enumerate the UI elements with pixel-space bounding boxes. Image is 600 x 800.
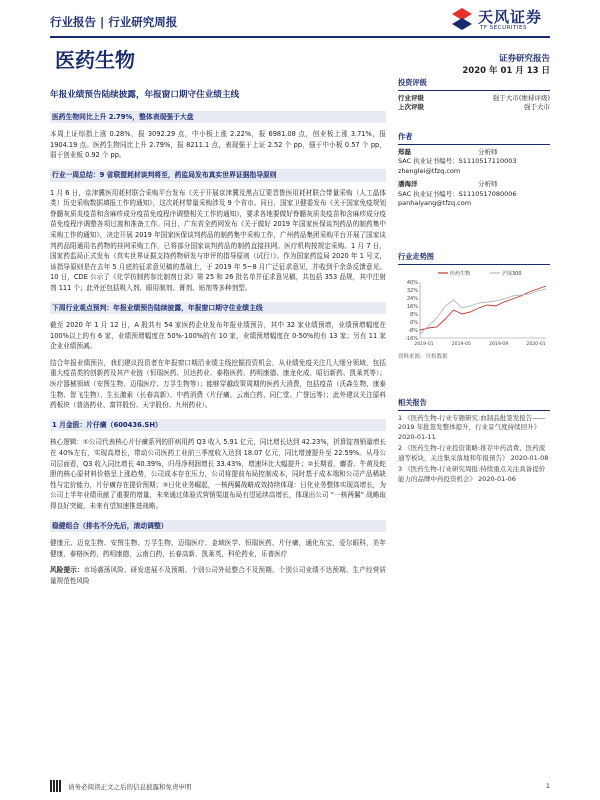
paragraph: 本周上证综指上涨 0.28%，报 3092.29 点，中小板上涨 2.22%，报 6981.08 点，创业板上涨 3.71%，报 1904.19 点。医药生物同比上升 2.79%，报 8211.1 点，表现强于上证 2.52 个 pp，强于中小板 0.57 个 pp，弱于创业板 0.92 个 pp。 xyxy=(50,130,386,160)
risk-label: 风险提示： xyxy=(50,566,84,575)
section-heading: 下周行业观点预判：年报业绩预告陆续披露，年报窗口期守住业绩主线 xyxy=(50,302,386,315)
author-email[interactable]: panhaiyang@tfzq.com xyxy=(398,199,472,207)
risk-paragraph xyxy=(50,565,386,586)
trend-box xyxy=(398,252,550,363)
y-tick-label: -8% xyxy=(408,327,418,334)
paragraph: 核心逻辑：①公司代表核心片仔癀系列的肝病用药 Q3 收入 5.91 亿元，同比增长达到 42.23%，折算锭剂销量增长在 40%左右，实现高增长，带动公司医药工业前三季度收入达到 18.07 亿元，同比增速提升至 22.59%。从母公司层面看，Q3 收入同比增长 40.39%，归母净利润增长 33.43%，增速环比大幅提升；②长期看，麝香、牛黄及蛇胆的核心原材料价格呈上涨趋势，公司成本存在压力，公司将提前布局控制成本，同时基于成本端和公司产品稀缺性与定价能力，片仔癀存在提价预期；③日化业务崛起，一核两翼战略成效持续体现：日化业务整体实现高增长，为公司上半年业绩贡献了重要的增量，未来通过体验式营销渠道布局有望延续高增长，体现出公司 “一核两翼” 战略取得良好突破，未来有望加速推进战略。 xyxy=(50,438,386,510)
author-entry xyxy=(398,148,550,177)
related-report[interactable]: 2 《医药生物-行业投资策略:推荐中药消费、医药流通等板块，关注集采落地和年报预告》 2020-01-08 xyxy=(398,444,549,462)
logo-mark-icon xyxy=(452,8,472,30)
related-box xyxy=(398,398,550,486)
authors-title: 作者 xyxy=(398,132,550,145)
report-title: 年报业绩预告陆续披露，年报窗口期守住业绩主线 xyxy=(50,90,240,100)
paragraph: 截至 2020 年 1 月 12 日，A 股共有 54 家医药企业发布年报业绩预告，其中 32 家业绩预增，业绩预增幅度在 100%以上的有 6 家，业绩预增幅度在 50%-100%的有 10 家，业绩预增幅度在 0-50%的有 13 家；另有 11 家企业业绩预减。 xyxy=(50,321,386,351)
section-heading: 1 月金股：片仔癀（600436.SH） xyxy=(50,419,386,432)
y-tick-label: 16% xyxy=(406,303,418,310)
y-tick-label: 24% xyxy=(406,295,418,302)
author-role: 分析师 xyxy=(478,180,498,188)
logo-text-en: TF SECURITIES xyxy=(480,25,527,31)
related-title: 相关报告 xyxy=(398,398,550,411)
author-role: 分析师 xyxy=(478,147,498,156)
author-email[interactable]: zhenglei@tfzq.com xyxy=(398,166,461,175)
footer xyxy=(50,782,550,791)
x-tick-label: 2019-01 xyxy=(414,341,434,347)
rating-title: 投资评级 xyxy=(398,78,550,91)
chart-source: 资料来源：贝格数据 xyxy=(398,354,448,360)
paragraph: 结合年报业绩预告，我们建议投资者在年报窗口期沿业绩主线挖掘投资机会，从业绩免疫关注几大细分领域，包括重大疫苗类的创新药及其产业链（恒瑞医药、贝达药业、泰格医药、药明康德、康龙化成、昭衍新药、凯莱英等）；医疗器械领域（安图生物、迈瑞医疗、万孚生物等）；能够穿越政策周期的医药大消费，包括疫苗（沃森生物、康泰生物、智飞生物）、生长激素（长春高新）、中药消费（片仔癀、云南白药、同仁堂、广誉远等）；此外建议关注原料药板块（普洛药业、富祥股份、天宇股份、九州药业）。 xyxy=(50,358,386,410)
rating-label: 行业评级 xyxy=(398,93,424,102)
risk-text: 市场震荡风险、研发进展不及预期、个别公司外延整合不及预期、个别公司业绩不达预期、生产经营质量规范性风险 xyxy=(50,566,387,585)
author-sac: SAC 执业证书编号：S1110517110003 xyxy=(398,157,517,165)
prev-rating-value: 强于大市 xyxy=(524,103,550,111)
brand-logo xyxy=(452,6,552,34)
report-category: 行业报告 | 行业研究周报 xyxy=(50,15,178,29)
section-heading: 稳健组合（排名不分先后，滚动调整） xyxy=(50,520,386,533)
x-tick-label: 2020-01 xyxy=(526,341,546,347)
legend-label: 沪深300 xyxy=(502,270,522,277)
series-line xyxy=(420,289,546,334)
section-heading: 行业一周总结：9 省联盟耗材谈判将至，药监局发布真实世界证据指导原则 xyxy=(50,169,386,182)
section-heading: 医药生物同比上升 2.79%，整体表现强于大盘 xyxy=(50,111,386,124)
y-tick-label: 8% xyxy=(410,311,418,318)
author-name: 郑磊 xyxy=(398,147,411,156)
prev-rating-label: 上次评级 xyxy=(398,103,424,111)
author-entry xyxy=(398,180,550,209)
disclaimer: 请务必阅读正文之后的信息披露和免责申明 xyxy=(68,783,192,791)
y-tick-label: 0% xyxy=(410,319,418,326)
x-tick-label: 2019-05 xyxy=(451,341,471,347)
paragraph: 1 月 6 日，京津冀医用耗材联合采购平台发布《关于开展京津冀及黑吉辽蒙晋鲁医用耗材联合带量采购（人工晶体类）历史采购数据填报工作的通知》，这次耗材带量采购涉及 9 个省市。同日，国家卫健委发布《关于国家免疫规划脊髓灰质炎疫苗和含麻疹成分疫苗免疫程序调整相关工作的通知》，要求各地要做好脊髓灰质炎疫苗和含麻疹成分疫苗免疫程序调整各项过渡和准备工作。同日，广东省全药网发布《关于做好 2019 年国家医保谈判药品的制药集中采购工作的通知》，决定开展 2019 年国家医保谈判药品的制药集中采购工作，广州药品集团采购平台开展了国家谈判药品阳通用名药物的挂网采购工作，已将部分国家谈判药品的制药直接挂网。医疗机构按规定采购。1 月 7 日，国家药监局正式发布《真实世界证据支持药物研发与审评的指导原则（试行）》。作为国家药监局 2020 年 1 号文，该指导原则是在去年 5 月底的征求意见稿的基础上，于 2019 年 5~8 月广泛征求意见，并收到千余条反馈意见。10 日，CDE 公示了《化学仿制药参比制剂目录》第 25 和 26 批名单并征求意见稿，共包括 353 品规，其中注射剂 111 个；此外还包括吸入剂、眼用制剂、膏剂、贴剂等多种剂型。 xyxy=(50,188,386,292)
paragraph: 健康元、迈克生物、安图生物、万孚生物、迈瑞医疗、金域医学、恒瑞医药、片仔癀，通化东宝，爱尔眼科，美年健康，泰格医药，药明康德，云南白药，长春高新，凯莱英，科伦药业，乐普医疗 xyxy=(50,539,386,558)
rating-box xyxy=(398,78,550,113)
legend-label: 医药生物 xyxy=(450,270,471,277)
y-tick-label: 32% xyxy=(406,287,418,294)
main-content xyxy=(50,84,386,587)
y-tick-label: 40% xyxy=(406,279,418,286)
report-type: 证券研究报告 xyxy=(498,54,550,64)
author-sac: SAC 执业证书编号：S1110517080006 xyxy=(398,189,517,198)
sector-title: 医药生物 xyxy=(55,48,135,72)
x-tick-label: 2019-09 xyxy=(489,341,509,347)
qr-code-icon xyxy=(50,780,62,792)
related-report[interactable]: 3 《医药生物-行业研究周报:持续重点关注具备提价能力的品牌中药投资机会》 2020-01-06 xyxy=(398,465,546,483)
related-report[interactable]: 1 《医药生物-行业专题研究:血制品批签发报告——2019 年批签发整体提升，行业景气度持续回升》 2020-01-11 xyxy=(398,413,546,441)
trend-chart xyxy=(398,268,550,350)
logo-text-cn: 天风证券 xyxy=(478,8,543,26)
trend-title: 行业走势图 xyxy=(398,252,550,265)
y-tick-label: -16% xyxy=(405,335,418,342)
report-date: 2020 年 01 月 13 日 xyxy=(462,66,550,76)
page-number: 1 xyxy=(545,782,550,790)
rating-value: 强于大市(维持评级) xyxy=(492,93,550,102)
series-line xyxy=(420,286,546,330)
author-name: 潘海洋 xyxy=(398,180,418,188)
header-divider xyxy=(50,36,550,38)
authors-box xyxy=(398,132,550,209)
